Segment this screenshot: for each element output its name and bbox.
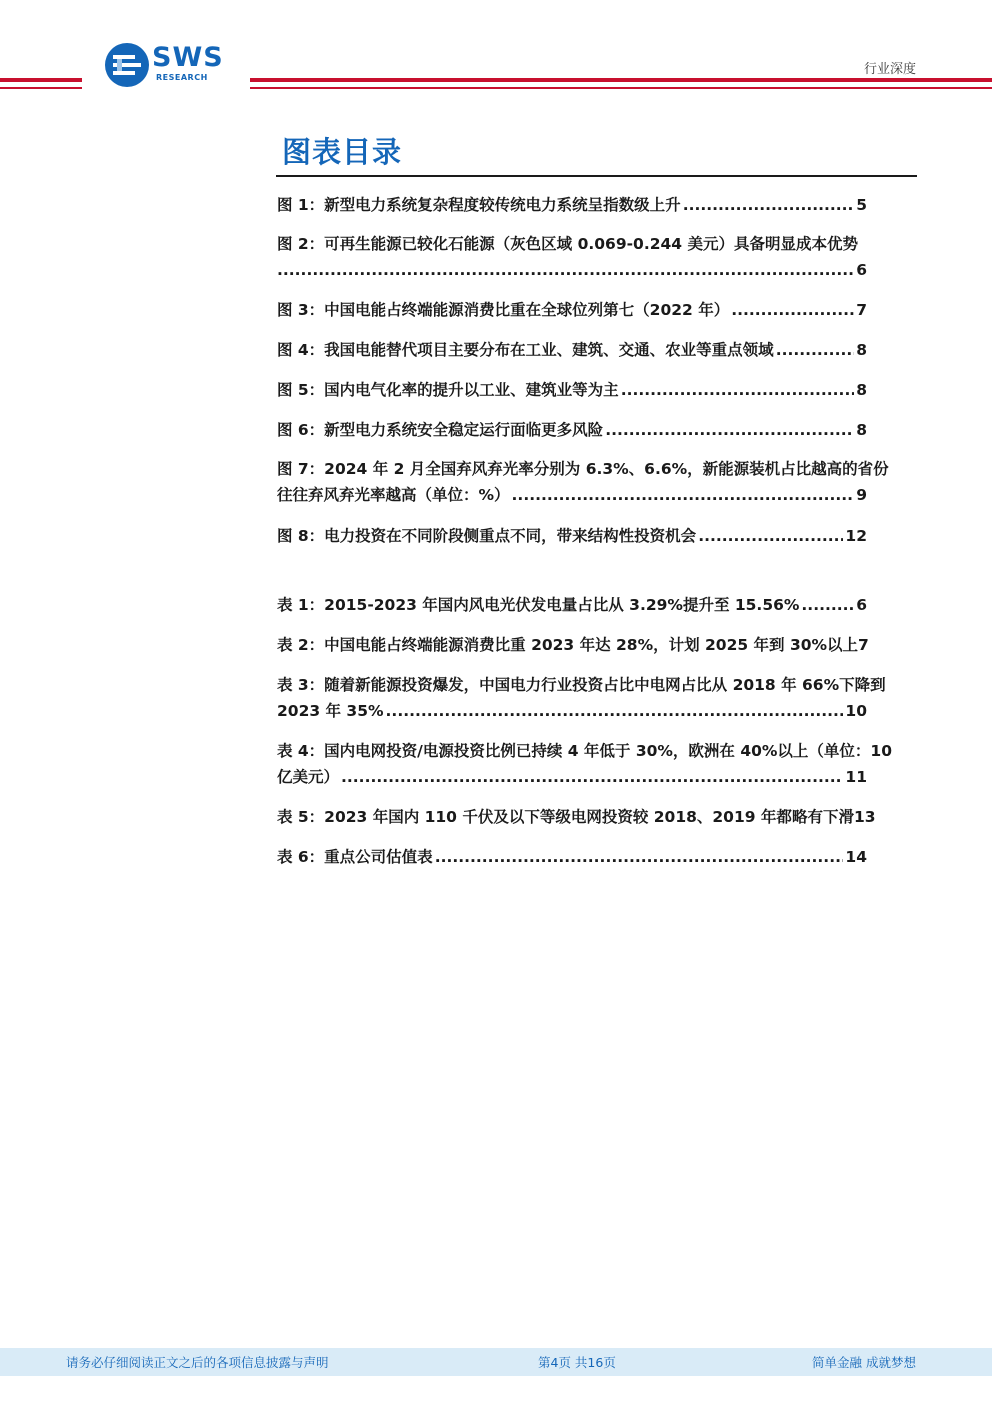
toc-page-number: 14	[845, 848, 867, 866]
footer-page-info: 第4页 共16页	[538, 1355, 616, 1370]
toc-entry-label: 图 7：2024 年 2 月全国弃风弃光率分别为 6.3%、6.6%，新能源装机占比越高的省份	[277, 460, 889, 478]
toc-page-number: 7	[858, 636, 869, 654]
title-divider	[276, 175, 917, 177]
header-rule-right-thin	[250, 87, 992, 89]
toc-table-1[interactable]	[277, 592, 917, 618]
toc-leader	[512, 482, 855, 508]
toc-leader	[386, 698, 844, 724]
header-rule-right	[250, 78, 992, 82]
toc-leader	[341, 764, 843, 790]
toc-entry-label: 图 3：中国电能占终端能源消费比重在全球位列第七（2022 年）	[277, 301, 730, 319]
toc-leader	[683, 192, 855, 218]
toc-page-number: 10	[845, 702, 867, 720]
toc-table-4[interactable]	[277, 738, 917, 790]
toc-entry-label: 表 6：重点公司估值表	[277, 848, 433, 866]
toc-table-3[interactable]	[277, 672, 917, 724]
sws-logo	[104, 42, 234, 88]
toc-page-number: 7	[856, 301, 867, 319]
logo-subtext: RESEARCH	[156, 73, 208, 82]
toc-page-number: 9	[856, 486, 867, 504]
toc-entry-label: 图 8：电力投资在不同阶段侧重点不同，带来结构性投资机会	[277, 527, 697, 545]
toc-page-number: 11	[845, 768, 867, 786]
toc-entry-label: 表 1：2015-2023 年国内风电光伏发电量占比从 3.29%提升至 15.56%	[277, 596, 800, 614]
toc-page-number: 8	[856, 381, 867, 399]
toc-table-5[interactable]	[277, 804, 917, 830]
toc-figure-8[interactable]	[277, 523, 917, 549]
toc-page-number: 6	[856, 261, 867, 279]
toc-page-number: 5	[856, 196, 867, 214]
toc-figure-3[interactable]	[277, 297, 917, 323]
toc-entry-label: 表 4：国内电网投资/电源投资比例已持续 4 年低于 30%，欧洲在 40%以上（单位：10	[277, 742, 892, 760]
logo-wordmark: SWS	[152, 42, 224, 73]
toc-leader	[801, 592, 854, 618]
toc-leader	[621, 377, 855, 403]
toc-entry-label: 图 1：新型电力系统复杂程度较传统电力系统呈指数级上升	[277, 196, 681, 214]
toc-page-number: 8	[856, 421, 867, 439]
toc-entry-label-cont: 亿美元）	[277, 768, 340, 786]
footer-disclaimer: 请务必仔细阅读正文之后的各项信息披露与声明	[66, 1355, 329, 1370]
toc-leader	[731, 297, 854, 323]
header-rule-left	[0, 78, 82, 82]
toc-figure-6[interactable]	[277, 417, 917, 443]
toc-figure-4[interactable]	[277, 337, 917, 363]
toc-leader	[277, 257, 854, 283]
toc-leader	[435, 844, 844, 870]
toc-page-number: 8	[856, 341, 867, 359]
toc-entry-label: 图 2：可再生能源已较化石能源（灰色区域 0.069-0.244 美元）具备明显成本优势	[277, 235, 858, 253]
toc-leader	[776, 337, 855, 363]
toc-entry-label: 表 3：随着新能源投资爆发，中国电力行业投资占比中电网占比从 2018 年 66%下降到	[277, 676, 886, 694]
toc-entry-label: 图 6：新型电力系统安全稳定运行面临更多风险	[277, 421, 604, 439]
toc-table-6[interactable]	[277, 844, 917, 870]
toc-title: 图表目录	[282, 135, 403, 169]
toc-page-number: 12	[845, 527, 867, 545]
toc-figure-2[interactable]	[277, 231, 917, 283]
header-rule-left-thin	[0, 87, 82, 89]
toc-page-number: 13	[853, 808, 876, 826]
toc-figure-1[interactable]	[277, 192, 917, 218]
toc-entry-label: 图 4：我国电能替代项目主要分布在工业、建筑、交通、农业等重点领域	[277, 341, 774, 359]
toc-entry-label: 表 5：2023 年国内 110 千伏及以下等级电网投资较 2018、2019 年都略有下滑	[277, 808, 854, 826]
toc-figure-5[interactable]	[277, 377, 917, 403]
footer-slogan: 简单金融 成就梦想	[812, 1355, 916, 1370]
toc-entry-label-cont: 2023 年 35%	[277, 702, 384, 720]
report-category: 行业深度	[863, 62, 916, 77]
toc-table-2[interactable]	[277, 632, 917, 658]
toc-leader	[698, 523, 843, 549]
sws-globe-icon	[104, 42, 150, 88]
toc-figure-7[interactable]	[277, 456, 917, 508]
toc-leader	[605, 417, 854, 443]
toc-page-number: 6	[856, 596, 867, 614]
toc-entry-label: 图 5：国内电气化率的提升以工业、建筑业等为主	[277, 381, 619, 399]
toc-entry-label: 表 2：中国电能占终端能源消费比重 2023 年达 28%，计划 2025 年到 30%以上	[277, 636, 859, 654]
toc-entry-label-cont: 往往弃风弃光率越高（单位：%）	[277, 486, 510, 504]
